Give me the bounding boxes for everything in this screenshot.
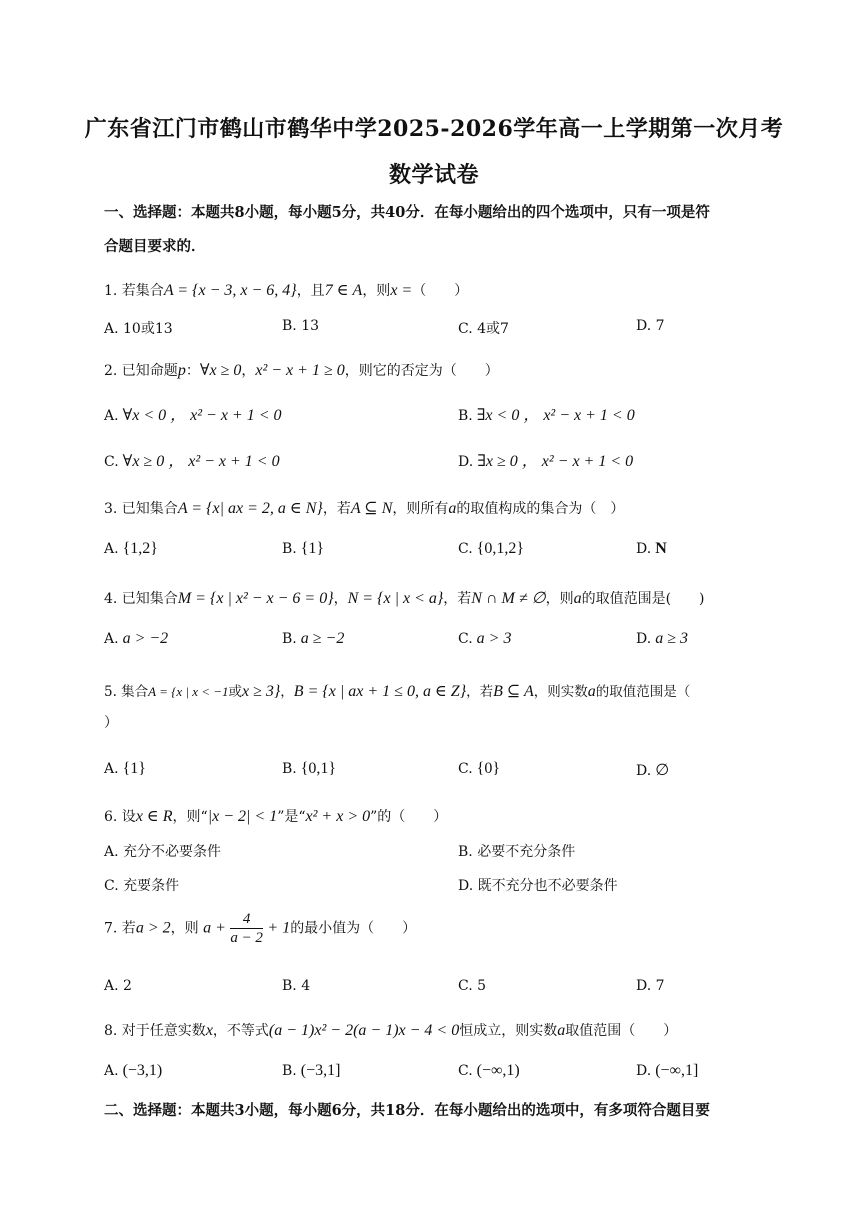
- q3-math-set: A = {x| ax = 2, a ∈ N}: [177, 500, 323, 517]
- q1-math-x: x =: [390, 282, 413, 299]
- q1-option-c: C. 4或7: [458, 321, 509, 337]
- q1-option-a: A. 10或13: [104, 321, 173, 337]
- q3-option-d: [636, 540, 667, 558]
- q4-option-c: [458, 630, 511, 648]
- q3-option-c-label: C.: [458, 541, 473, 557]
- q2-option-d-label: D.: [458, 454, 474, 470]
- q1-math-set: A = {x − 3, x − 6, 4}: [163, 282, 297, 299]
- q4-math-n: N = {x | x < a}: [347, 590, 444, 607]
- q8-option-d: [636, 1062, 698, 1080]
- q8-option-c-label: C.: [458, 1063, 473, 1079]
- q3-math-subset: A ⊆ N: [350, 500, 393, 517]
- q1-suffix: （ ）: [412, 283, 469, 299]
- q7-expr-post: + 1: [267, 919, 291, 937]
- q1-option-d: D. 7: [636, 318, 665, 334]
- question-2: [104, 360, 499, 380]
- q4-text2: ，若: [443, 591, 472, 607]
- question-5: [104, 680, 690, 701]
- q5-math-subset: B ⊆ A: [493, 683, 534, 700]
- q3-option-a-label: A.: [104, 541, 119, 557]
- q7-fraction-denominator: a − 2: [230, 930, 263, 946]
- q5-option-a-label: A.: [104, 761, 119, 777]
- q1-option-b: B. 13: [282, 318, 320, 334]
- q5-math-a-set: A = {x | x < −1: [148, 684, 229, 699]
- q7-expr-pre: a +: [203, 919, 226, 937]
- q4-prefix: 4. 已知集合: [104, 591, 178, 607]
- q7-text: ，则: [170, 920, 199, 937]
- question-3: [104, 498, 624, 518]
- q2-option-d-math: ∃x ≥ 0 ， x² − x + 1 < 0: [477, 453, 634, 470]
- section1-heading: [104, 196, 764, 264]
- question-6: [104, 806, 447, 826]
- q5-math-b-set: B = {x | ax + 1 ≤ 0, a ∈ Z}: [293, 683, 467, 700]
- q2-option-c: [104, 448, 280, 471]
- section2-line1: 二、选择题：本题共3小题，每小题6分，共18分．在每小题给出的选项中，有多项符合题目要: [104, 1102, 710, 1119]
- q4-option-b-math: a ≥ −2: [300, 630, 345, 647]
- q8-suffix: 取值范围（ ）: [565, 1023, 678, 1039]
- q4-text: ，: [333, 591, 348, 607]
- q2-text2: ，: [241, 363, 256, 379]
- q3-suffix: 的取值构成的集合为（ ）: [456, 501, 625, 517]
- q7-fraction-numerator: 4: [230, 910, 263, 929]
- question-7: [104, 910, 416, 947]
- q8-option-b-math: (−3,1]: [300, 1062, 341, 1079]
- q4-option-c-math: a > 3: [476, 630, 512, 647]
- q8-prefix: 8. 对于任意实数: [104, 1023, 206, 1039]
- q6-math-quad: x² + x > 0: [305, 808, 371, 825]
- question-1: [104, 280, 468, 300]
- q5-option-b: [282, 760, 336, 778]
- q5-option-c-math: {0}: [476, 760, 501, 777]
- q5-math-a-set-end: x ≥ 3}: [242, 683, 281, 700]
- q7-suffix: 的最小值为（ ）: [290, 920, 417, 937]
- q5-text2: ，: [280, 684, 294, 700]
- q6-math-abs: |x − 2| < 1: [207, 808, 278, 825]
- q2-option-b-math: ∃x < 0 ， x² − x + 1 < 0: [476, 407, 635, 424]
- q8-option-a-label: A.: [104, 1063, 119, 1079]
- q6-suffix: ”的（ ）: [370, 809, 448, 825]
- q4-option-d-math: a ≥ 3: [655, 630, 688, 647]
- q3-text: ，若: [322, 501, 351, 517]
- section2-heading: [104, 1094, 784, 1128]
- q8-math-ineq: (a − 1)x² − 2(a − 1)x − 4 < 0: [268, 1022, 460, 1039]
- q8-option-c-math: (−∞,1): [476, 1062, 520, 1079]
- section1-line1: 一、选择题：本题共8小题，每小题5分，共40分．在每小题给出的四个选项中，只有一项是符: [104, 204, 710, 221]
- exam-title-line2: 数学试卷: [388, 162, 479, 188]
- q2-option-c-math: ∀x ≥ 0 ， x² − x + 1 < 0: [122, 453, 280, 470]
- q3-option-a-math: {1,2}: [122, 540, 158, 557]
- q5-option-a-math: {1}: [122, 760, 146, 777]
- q6-prefix: 6. 设: [104, 809, 136, 825]
- q6-option-b: B. 必要不充分条件: [458, 844, 576, 860]
- q4-math-a: a: [573, 590, 582, 607]
- q8-text: ，不等式: [212, 1023, 269, 1039]
- q3-option-c: [458, 540, 524, 558]
- q8-option-b: [282, 1062, 340, 1080]
- q2-prefix: 2. 已知命题: [104, 363, 178, 379]
- q5-option-c-label: C.: [458, 761, 473, 777]
- q7-option-b: B. 4: [282, 978, 311, 994]
- q3-option-b-math: {1}: [300, 540, 325, 557]
- q4-option-b-label: B.: [282, 631, 297, 647]
- q6-math-x: x ∈ R: [135, 808, 173, 825]
- q4-option-c-label: C.: [458, 631, 473, 647]
- question-4: [104, 588, 705, 608]
- q5-option-d-label: D.: [636, 763, 652, 779]
- q5-option-d-math: ∅: [655, 762, 670, 779]
- q6-text: ，则“: [172, 809, 208, 825]
- q4-option-a-math: a > −2: [122, 630, 169, 647]
- q1-math-cond: 7 ∈ A: [324, 282, 363, 299]
- q3-option-b: [282, 540, 324, 558]
- q3-option-d-label: D.: [636, 541, 652, 557]
- exam-title-line1: 广东省江门市鹤山市鹤华中学2025-2026学年高一上学期第一次月考: [84, 116, 784, 142]
- q7-prefix: 7. 若: [104, 920, 136, 937]
- q3-option-b-label: B.: [282, 541, 297, 557]
- q5-text: 或: [228, 684, 243, 700]
- q7-option-a: A. 2: [104, 978, 132, 994]
- q3-option-c-math: {0,1,2}: [476, 540, 525, 557]
- q4-option-a: [104, 630, 168, 648]
- q5-prefix: 5. 集合: [104, 684, 149, 700]
- q3-text2: ，则所有: [392, 501, 449, 517]
- q7-fraction: [230, 910, 263, 947]
- q6-option-d: D. 既不充分也不必要条件: [458, 878, 618, 894]
- q4-option-b: [282, 630, 344, 648]
- q5-option-c: [458, 760, 500, 778]
- q2-math-ineq: x² − x + 1 ≥ 0: [255, 362, 345, 379]
- q5-suffix: 的取值范围是（: [595, 684, 691, 700]
- q6-text2: ”是“: [277, 809, 306, 825]
- q8-option-c: [458, 1062, 520, 1080]
- q1-prefix: 1. 若集合: [104, 283, 164, 299]
- q2-option-a-math: ∀x < 0 ， x² − x + 1 < 0: [122, 407, 282, 424]
- q4-option-d-label: D.: [636, 631, 652, 647]
- q2-math-forall: ∀x ≥ 0: [199, 362, 242, 379]
- q2-option-d: [458, 448, 633, 471]
- q5-option-b-label: B.: [282, 761, 297, 777]
- section1-line2: 合题目要求的．: [104, 238, 206, 255]
- q3-math-a: a: [448, 500, 457, 517]
- q4-suffix: 的取值范围是( ): [581, 591, 705, 607]
- q4-option-a-label: A.: [104, 631, 119, 647]
- q5-wrap: ）: [104, 715, 118, 731]
- q8-option-a-math: (−3,1): [122, 1062, 163, 1079]
- q8-option-b-label: B.: [282, 1063, 297, 1079]
- q5-math-a: a: [587, 683, 596, 700]
- q7-math-cond: a > 2: [135, 919, 171, 937]
- q6-option-c: C. 充要条件: [104, 878, 180, 894]
- question-8: [104, 1020, 677, 1040]
- q2-math-p: p: [177, 362, 186, 379]
- q2-option-b: [458, 402, 635, 425]
- q1-text: ，且: [296, 283, 325, 299]
- q2-option-b-label: B.: [458, 408, 473, 424]
- q4-math-m: M = {x | x² − x − 6 = 0}: [177, 590, 334, 607]
- q5-option-b-math: {0,1}: [300, 760, 337, 777]
- q5-text4: ，则实数: [533, 684, 588, 700]
- q5-text3: ，若: [466, 684, 494, 700]
- q4-text3: ，则: [545, 591, 574, 607]
- q2-text: ：: [185, 363, 200, 379]
- q2-suffix: ，则它的否定为（ ）: [344, 363, 499, 379]
- q5-option-d: [636, 760, 669, 780]
- q2-option-a-label: A.: [104, 408, 119, 424]
- q3-prefix: 3. 已知集合: [104, 501, 178, 517]
- q7-option-c: C. 5: [458, 978, 487, 994]
- q6-option-a: A. 充分不必要条件: [104, 844, 222, 860]
- q3-option-d-math: N: [655, 540, 667, 557]
- q8-option-d-label: D.: [636, 1063, 652, 1079]
- q8-text2: 恒成立，则实数: [459, 1023, 558, 1039]
- q8-var-x: x: [205, 1022, 213, 1039]
- q5-option-a: [104, 760, 146, 778]
- q4-math-intersect: N ∩ M ≠ ∅: [471, 590, 546, 607]
- q7-option-d: D. 7: [636, 978, 665, 994]
- q2-option-a: [104, 402, 282, 425]
- q8-var-a: a: [557, 1022, 566, 1039]
- q4-option-d: [636, 630, 688, 648]
- q8-option-a: [104, 1062, 162, 1080]
- q8-option-d-math: (−∞,1]: [655, 1062, 699, 1079]
- q1-text2: ，则: [362, 283, 391, 299]
- q2-option-c-label: C.: [104, 454, 119, 470]
- q3-option-a: [104, 540, 158, 558]
